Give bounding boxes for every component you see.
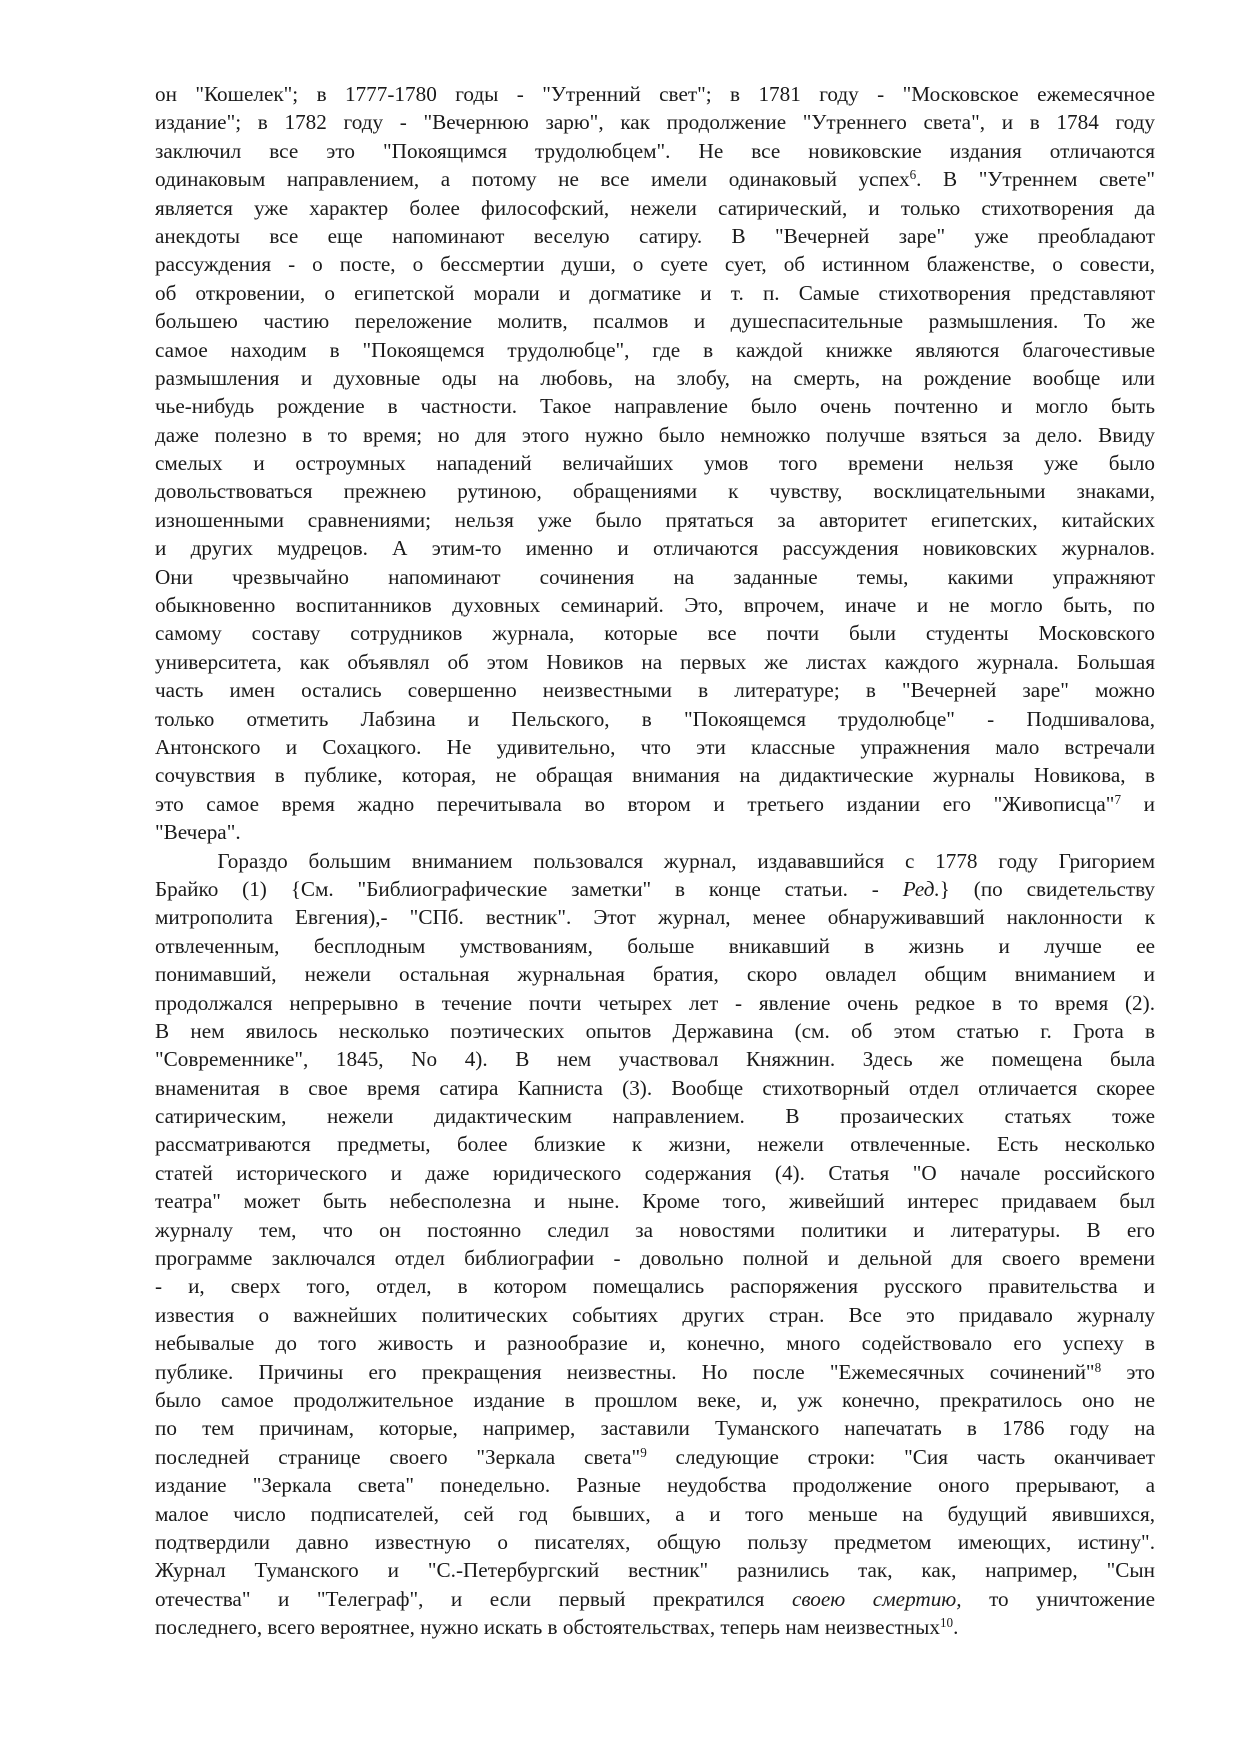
text-segment: "Вечера".	[155, 820, 241, 845]
text-line	[155, 477, 1155, 505]
text-line	[155, 1414, 1155, 1442]
text-line	[155, 336, 1155, 364]
text-line	[155, 279, 1155, 307]
text-segment: большею частию переложение молитв, псалмов и душеспасительные размышления. То же	[155, 309, 1155, 334]
text-segment: изношенными сравнениями; нельзя уже было прятаться за авторитет египетских, китайских	[155, 507, 1155, 532]
text-line	[155, 1528, 1155, 1556]
footnote-marker: 7	[1114, 791, 1122, 807]
text-line	[155, 222, 1155, 250]
text-segment: Они чрезвычайно напоминают сочинения на заданные темы, какими упражняют	[155, 564, 1155, 589]
text-segment: малое число подписателей, сей год бывших, а и того меньше на будущий явившихся,	[155, 1501, 1155, 1526]
text-segment: сатирическим, нежели дидактическим направлением. В прозаических статьях тоже	[155, 1104, 1155, 1129]
text-line	[155, 1443, 1155, 1471]
text-line	[155, 250, 1155, 278]
text-line	[155, 591, 1155, 619]
text-segment: следующие строки: "Сия часть оканчивает	[646, 1444, 1155, 1469]
text-line	[155, 392, 1155, 420]
text-line	[155, 790, 1155, 818]
text-segment: последнего, всего вероятнее, нужно искать в обстоятельствах, теперь нам неизвестных	[155, 1615, 940, 1640]
text-line	[155, 1329, 1155, 1357]
text-segment: даже полезно в то время; но для этого нужно было немножко получше взяться за дело. Ввиду	[155, 422, 1155, 447]
text-segment: это самое время жадно перечитывала во втором и третьего издании его "Живописца"	[155, 791, 1115, 816]
text-segment: внаменитая в свое время сатира Капниста (3). Вообще стихотворный отдел отличается скорее	[155, 1075, 1155, 1100]
text-segment: и	[1121, 791, 1155, 816]
text-line	[155, 648, 1155, 676]
text-segment: продолжался непрерывно в течение почти четырех лет - явление очень редкое в то время (2).	[155, 990, 1155, 1015]
text-line	[155, 421, 1155, 449]
text-line	[155, 1272, 1155, 1300]
text-segment: Журнал Туманского и "С.-Петербургский вестник" разнились так, как, например, "Сын	[155, 1558, 1155, 1583]
text-segment: публике. Причины его прекращения неизвестны. Но после "Ежемесячных сочинений"	[155, 1359, 1095, 1384]
text-line	[155, 619, 1155, 647]
text-line	[155, 676, 1155, 704]
text-segment: это	[1101, 1359, 1155, 1384]
text-segment: последней странице своего "Зеркала света"	[155, 1444, 641, 1469]
text-segment: довольствоваться прежнею рутиною, обращениями к чувству, восклицательными знаками,	[155, 479, 1155, 504]
text-segment: Антонского и Сохацкого. Не удивительно, что эти классные упражнения мало встречали	[155, 734, 1155, 759]
text-segment: то уничтожение	[961, 1586, 1155, 1611]
text-segment: является уже характер более философский, нежели сатирический, и только стихотворения да	[155, 195, 1155, 220]
text-segment: издание"; в 1782 году - "Вечернюю зарю", как продолжение "Утреннего света", и в 1784 году	[155, 110, 1155, 135]
body-text	[155, 80, 1155, 1641]
text-segment: митрополита Евгения),- "СПб. вестник". Этот журнал, менее обнаруживавший наклонности к	[155, 905, 1155, 930]
text-segment: он "Кошелек"; в 1777-1780 годы - "Утренний свет"; в 1781 году - "Московское ежемесячное	[155, 82, 1155, 106]
text-line	[155, 1500, 1155, 1528]
text-line	[155, 563, 1155, 591]
text-segment: и других мудрецов. А этим-то именно и отличаются рассуждения новиковских журналов.	[155, 536, 1155, 561]
text-segment: Брайко (1) {См. "Библиографические заметки" в конце статьи. -	[155, 876, 903, 901]
text-line	[155, 903, 1155, 931]
text-line	[155, 364, 1155, 392]
text-segment: известия о важнейших политических событиях других стран. Все это придавало журналу	[155, 1302, 1155, 1327]
text-line	[155, 1613, 1155, 1641]
text-segment: . В "Утреннем свете"	[916, 167, 1155, 192]
text-segment: подтвердили давно известную о писателях, общую пользу предметом имеющих, истину".	[155, 1529, 1155, 1554]
text-segment: рассуждения - о посте, о бессмертии души, о суете сует, об истинном блаженстве, о совести,	[155, 252, 1155, 277]
text-line	[155, 1471, 1155, 1499]
text-segment: статей исторического и даже юридического содержания (4). Статья "О начале российского	[155, 1160, 1155, 1185]
footnote-marker: 8	[1094, 1359, 1102, 1375]
text-line	[155, 534, 1155, 562]
italic-text: Ред.	[902, 876, 940, 901]
text-segment: "Современнике", 1845, No 4). В нем участвовал Княжнин. Здесь же помещена была	[155, 1047, 1155, 1072]
text-segment: одинаковым направлением, а потому не все имели одинаковый успех	[155, 167, 910, 192]
text-line	[155, 165, 1155, 193]
text-line	[155, 1102, 1155, 1130]
text-segment: издание "Зеркала света" понедельно. Разные неудобства продолжение оного прерывают, а	[155, 1473, 1155, 1498]
text-line	[155, 875, 1155, 903]
text-line	[155, 932, 1155, 960]
text-line	[155, 989, 1155, 1017]
text-line	[155, 506, 1155, 534]
text-segment: самому составу сотрудников журнала, которые все почти были студенты Московского	[155, 621, 1155, 646]
text-segment: .	[953, 1615, 959, 1640]
text-segment: размышления и духовные оды на любовь, на злобу, на смерть, на рождение вообще или	[155, 365, 1155, 390]
footnote-marker: 10	[939, 1614, 954, 1630]
text-segment: было самое продолжительное издание в прошлом веке, и, уж конечно, прекратилось оно не	[155, 1387, 1155, 1412]
text-segment: часть имен остались совершенно неизвестными в литературе; в "Вечерней заре" можно	[155, 678, 1155, 703]
text-line	[155, 1216, 1155, 1244]
text-segment: журналу тем, что он постоянно следил за новостями политики и литературы. В его	[155, 1217, 1155, 1242]
text-line	[155, 1187, 1155, 1215]
text-segment: В нем явилось несколько поэтических опытов Державина (см. об этом статью г. Грота в	[155, 1018, 1155, 1043]
text-segment: по тем причинам, которые, например, заставили Туманского напечатать в 1786 году на	[155, 1416, 1155, 1441]
text-line	[155, 1358, 1155, 1386]
text-line	[155, 1301, 1155, 1329]
text-segment: анекдоты все еще напоминают веселую сатиру. В "Вечерней заре" уже преобладают	[155, 223, 1155, 248]
text-segment: - и, сверх того, отдел, в котором помещались распоряжения русского правительства и	[155, 1274, 1155, 1299]
text-line	[155, 1556, 1155, 1584]
text-segment: об откровении, о египетской морали и догматике и т. п. Самые стихотворения представляют	[155, 280, 1155, 305]
text-line	[155, 847, 1155, 875]
text-line	[155, 960, 1155, 988]
text-segment: небывалые до того живость и разнообразие и, конечно, много содействовало его успеху в	[155, 1331, 1155, 1356]
text-line	[155, 705, 1155, 733]
text-line	[155, 733, 1155, 761]
text-line	[155, 761, 1155, 789]
text-segment: отечества" и "Телеграф", и если первый прекратился	[155, 1586, 792, 1611]
text-line	[155, 1244, 1155, 1272]
text-segment: самое находим в "Покоящемся трудолюбце", где в каждой книжке являются благочестивые	[155, 337, 1155, 362]
text-segment: смелых и остроумных нападений величайших умов того времени нельзя уже было	[155, 451, 1155, 476]
text-line	[155, 1074, 1155, 1102]
text-segment: } (по свидетельству	[939, 876, 1155, 901]
text-line	[155, 1130, 1155, 1158]
text-segment: университета, как объявлял об этом Новиков на первых же листах каждого журнала. Большая	[155, 649, 1155, 674]
text-line	[155, 137, 1155, 165]
text-segment: программе заключался отдел библиографии - довольно полной и дельной для своего времени	[155, 1246, 1155, 1271]
italic-text: своею смертию,	[791, 1586, 962, 1611]
text-line	[155, 1159, 1155, 1187]
text-segment: сочувствия в публике, которая, не обращая внимания на дидактические журналы Новикова, в	[155, 763, 1155, 788]
text-segment: обыкновенно воспитанников духовных семинарий. Это, впрочем, иначе и не могло быть, по	[155, 593, 1155, 618]
footnote-marker: 6	[909, 166, 917, 182]
text-line	[155, 1017, 1155, 1045]
text-line	[155, 108, 1155, 136]
text-line	[155, 80, 1155, 108]
text-segment: рассматриваются предметы, более близкие к жизни, нежели отвлеченные. Есть несколько	[155, 1132, 1155, 1157]
text-segment: театра" может быть небесполезна и ныне. Кроме того, живейший интерес придаваем был	[155, 1189, 1155, 1214]
text-line	[155, 307, 1155, 335]
text-line	[155, 1386, 1155, 1414]
text-segment: чье-нибудь рождение в частности. Такое направление было очень почтенно и могло быть	[155, 394, 1155, 419]
text-segment: заключил все это "Покоящимся трудолюбцем". Не все новиковские издания отличаются	[155, 138, 1155, 163]
text-line	[155, 818, 1155, 846]
text-line	[155, 1045, 1155, 1073]
text-line	[155, 1585, 1155, 1613]
footnote-marker: 9	[640, 1444, 647, 1460]
text-line	[155, 449, 1155, 477]
text-segment: только отметить Лабзина и Пельского, в "Покоящемся трудолюбце" - Подшивалова,	[155, 706, 1155, 731]
text-segment: понимавший, нежели остальная журнальная братия, скоро овладел общим вниманием и	[155, 962, 1155, 987]
text-line	[155, 194, 1155, 222]
text-segment: отвлеченным, бесплодным умствованиям, больше вникавший в жизнь и лучше ее	[155, 933, 1155, 958]
text-segment: Гораздо большим вниманием пользовался журнал, издававшийся с 1778 году Григорием	[155, 848, 1155, 873]
